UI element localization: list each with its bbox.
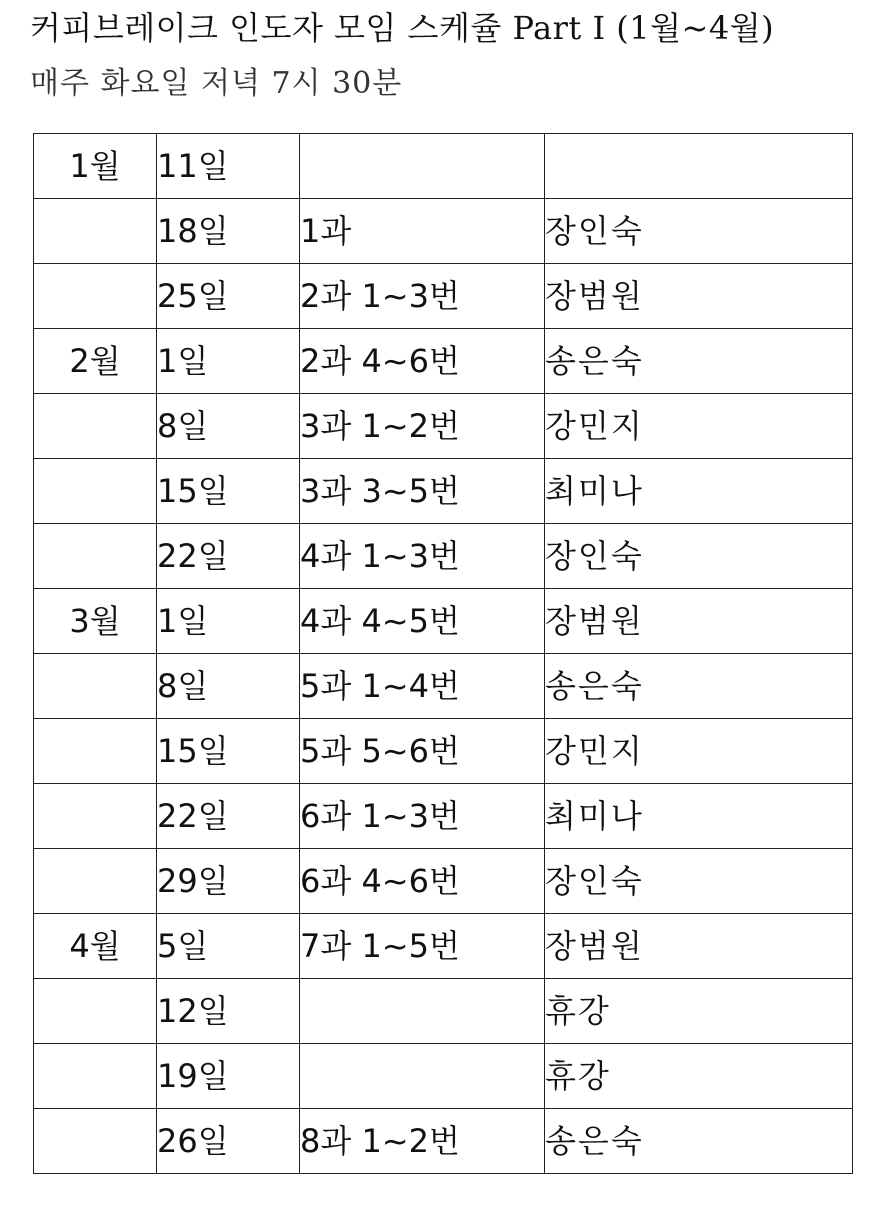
leader-cell: 최미나: [545, 784, 853, 849]
lesson-cell: 5과 5~6번: [300, 719, 545, 784]
leader-cell: 장인숙: [545, 849, 853, 914]
lesson-cell: [300, 134, 545, 199]
table-row: [34, 784, 853, 849]
leader-cell: 강민지: [545, 394, 853, 459]
table-row: [34, 394, 853, 459]
document-title: 커피브레이크 인도자 모임 스케쥴 Part I (1월~4월): [30, 9, 775, 47]
month-cell: [34, 849, 157, 914]
table-row: [34, 134, 853, 199]
lesson-cell: 3과 3~5번: [300, 459, 545, 524]
table-row: [34, 979, 853, 1044]
table-row: [34, 719, 853, 784]
table-row: [34, 914, 853, 979]
lesson-cell: 5과 1~4번: [300, 654, 545, 719]
day-cell: 11일: [157, 134, 300, 199]
table-row: [34, 589, 853, 654]
month-cell: 1월: [34, 134, 157, 199]
lesson-cell: 4과 1~3번: [300, 524, 545, 589]
month-cell: [34, 654, 157, 719]
lesson-cell: 6과 4~6번: [300, 849, 545, 914]
leader-cell: 장범원: [545, 589, 853, 654]
day-cell: 15일: [157, 459, 300, 524]
lesson-cell: 3과 1~2번: [300, 394, 545, 459]
month-cell: [34, 524, 157, 589]
leader-cell: 장범원: [545, 914, 853, 979]
leader-cell: 송은숙: [545, 654, 853, 719]
day-cell: 22일: [157, 784, 300, 849]
schedule-table: [33, 133, 853, 1174]
lesson-cell: 6과 1~3번: [300, 784, 545, 849]
month-cell: [34, 719, 157, 784]
day-cell: 1일: [157, 589, 300, 654]
document-subtitle: 매주 화요일 저녁 7시 30분: [30, 66, 403, 101]
day-cell: 15일: [157, 719, 300, 784]
month-cell: [34, 459, 157, 524]
month-cell: [34, 979, 157, 1044]
day-cell: 12일: [157, 979, 300, 1044]
leader-cell: 휴강: [545, 1044, 853, 1109]
month-cell: [34, 264, 157, 329]
day-cell: 18일: [157, 199, 300, 264]
day-cell: 22일: [157, 524, 300, 589]
month-cell: [34, 1044, 157, 1109]
leader-cell: 휴강: [545, 979, 853, 1044]
day-cell: 25일: [157, 264, 300, 329]
table-row: [34, 654, 853, 719]
table-row: [34, 524, 853, 589]
table-row: [34, 1044, 853, 1109]
day-cell: 8일: [157, 394, 300, 459]
leader-cell: 송은숙: [545, 1109, 853, 1174]
day-cell: 1일: [157, 329, 300, 394]
month-cell: 2월: [34, 329, 157, 394]
month-cell: 4월: [34, 914, 157, 979]
lesson-cell: 7과 1~5번: [300, 914, 545, 979]
schedule-body: [34, 134, 853, 1174]
lesson-cell: 2과 4~6번: [300, 329, 545, 394]
day-cell: 5일: [157, 914, 300, 979]
table-row: [34, 849, 853, 914]
table-row: [34, 264, 853, 329]
day-cell: 8일: [157, 654, 300, 719]
leader-cell: 강민지: [545, 719, 853, 784]
day-cell: 19일: [157, 1044, 300, 1109]
month-cell: 3월: [34, 589, 157, 654]
leader-cell: 장인숙: [545, 199, 853, 264]
lesson-cell: [300, 1044, 545, 1109]
leader-cell: 최미나: [545, 459, 853, 524]
leader-cell: [545, 134, 853, 199]
table-row: [34, 1109, 853, 1174]
month-cell: [34, 784, 157, 849]
day-cell: 26일: [157, 1109, 300, 1174]
lesson-cell: 8과 1~2번: [300, 1109, 545, 1174]
leader-cell: 송은숙: [545, 329, 853, 394]
table-row: [34, 459, 853, 524]
lesson-cell: 4과 4~5번: [300, 589, 545, 654]
lesson-cell: [300, 979, 545, 1044]
day-cell: 29일: [157, 849, 300, 914]
leader-cell: 장인숙: [545, 524, 853, 589]
table-row: [34, 199, 853, 264]
lesson-cell: 2과 1~3번: [300, 264, 545, 329]
month-cell: [34, 199, 157, 264]
month-cell: [34, 394, 157, 459]
month-cell: [34, 1109, 157, 1174]
lesson-cell: 1과: [300, 199, 545, 264]
table-row: [34, 329, 853, 394]
leader-cell: 장범원: [545, 264, 853, 329]
